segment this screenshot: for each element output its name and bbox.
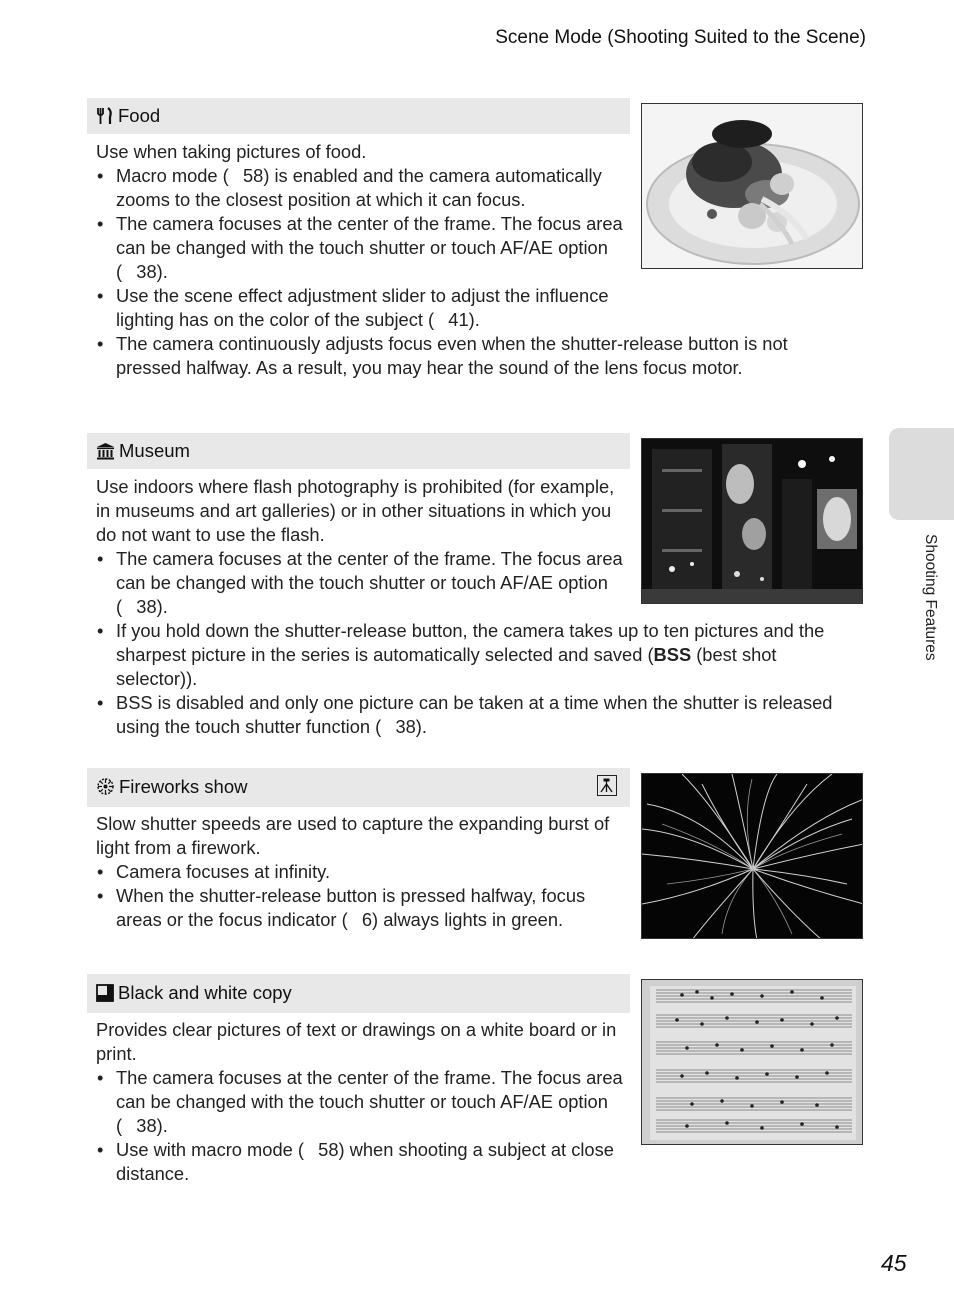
section-title: Black and white copy xyxy=(118,982,292,1003)
museum-interior-photo xyxy=(641,438,863,604)
sheet-music-photo xyxy=(641,979,863,1145)
bss-label: BSS xyxy=(653,644,692,665)
section-intro: Use when taking pictures of food. xyxy=(96,141,367,162)
chapter-tab xyxy=(889,428,954,520)
plated-food-photo xyxy=(641,103,863,269)
list-item: • The camera focuses at the center of the frame. The focus area can be changed with the touch shutter or touch AF/AE option ( 38). xyxy=(96,1066,626,1138)
section-body xyxy=(96,140,788,380)
section-body xyxy=(96,1018,626,1186)
section-title: Museum xyxy=(119,440,190,461)
section-header xyxy=(87,98,630,134)
chapter-tab-label: Shooting Features xyxy=(922,534,939,661)
section-header xyxy=(87,768,630,807)
list-item: • Use the scene effect adjustment slider to adjust the influence lighting has on the color of the subject ( 41). xyxy=(96,284,626,332)
museum-building-icon xyxy=(96,442,115,460)
fork-knife-icon xyxy=(96,107,114,125)
section-title: Fireworks show xyxy=(119,776,248,797)
food-section xyxy=(87,98,867,408)
section-intro: Provides clear pictures of text or drawings on a white board or in print. xyxy=(96,1019,617,1064)
section-body xyxy=(96,475,833,739)
list-item: • The camera continuously adjusts focus even when the shutter-release button is not pressed halfway. As a result, you may hear the sound of the lens focus motor. xyxy=(96,332,834,380)
section-intro: Use indoors where flash photography is prohibited (for example, in museums and art galleries) or in other situations in which you do not want to use the flash. xyxy=(96,476,615,545)
museum-section xyxy=(87,433,867,743)
black-white-copy-section xyxy=(87,974,867,1204)
section-title: Food xyxy=(118,105,161,126)
section-header xyxy=(87,974,630,1013)
list-item: • Camera focuses at infinity. xyxy=(96,860,626,884)
page-number: 45 xyxy=(881,1250,907,1276)
list-item: • When the shutter-release button is pressed halfway, focus areas or the focus indicator ( 6) always lights in green. xyxy=(96,884,626,932)
fireworks-section xyxy=(87,768,867,948)
list-item: • Use with macro mode ( 58) when shooting a subject at close distance. xyxy=(96,1138,626,1186)
list-item: • If you hold down the shutter-release button, the camera takes up to ten pictures and the sharpest picture in the series is automatically selected and saved (BSS (best shot selector)). xyxy=(96,619,856,691)
tripod-icon xyxy=(597,775,617,796)
section-intro: Slow shutter speeds are used to capture the expanding burst of light from a firework. xyxy=(96,813,610,858)
fireworks-photo xyxy=(641,773,863,939)
black-white-copy-icon xyxy=(96,984,114,1002)
fireworks-icon xyxy=(96,777,115,796)
list-item: • The camera focuses at the center of the frame. The focus area can be changed with the touch shutter or touch AF/AE option ( 38). xyxy=(96,547,626,619)
section-header xyxy=(87,433,630,469)
list-item: • BSS is disabled and only one picture can be taken at a time when the shutter is released using the touch shutter function ( 38). xyxy=(96,691,856,739)
section-body xyxy=(96,812,626,932)
list-item: • The camera focuses at the center of the frame. The focus area can be changed with the touch shutter or touch AF/AE option ( 38). xyxy=(96,212,626,284)
list-item: • Macro mode ( 58) is enabled and the camera automatically zooms to the closest position at which it can focus. xyxy=(96,164,626,212)
page-header-title: Scene Mode (Shooting Suited to the Scene) xyxy=(495,27,866,48)
